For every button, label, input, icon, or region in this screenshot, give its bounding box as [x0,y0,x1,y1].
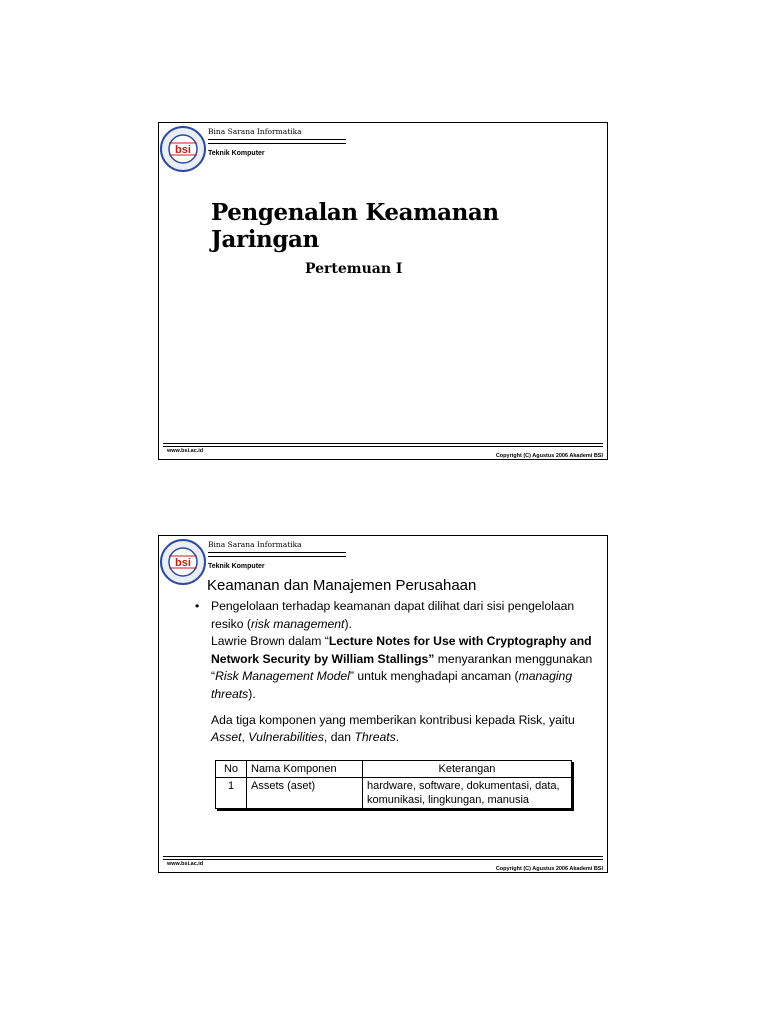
dept-name: Teknik Komputer [208,150,265,157]
footer-url: www.bsi.ac.id [167,861,204,867]
bsi-logo-icon [159,538,207,586]
header-rule [208,552,346,553]
footer-copyright: Copyright (C) Agustus 2006 Akademi BSI [495,866,603,872]
table-header-cell: Keterangan [363,761,572,778]
bullet-marker: • [195,599,200,613]
footer-copyright: Copyright (C) Agustus 2006 Akademi BSI [495,453,603,459]
footer-rule [163,443,603,444]
dept-name: Teknik Komputer [208,563,265,570]
slide-title: Keamanan dan Manajemen Perusahaan [207,577,477,594]
bsi-logo-icon [159,125,207,173]
components-table [215,760,572,809]
table-cell: hardware, software, dokumentasi, data, komunikasi, lingkungan, manusia [363,778,572,809]
paragraph-2: Lawrie Brown dalam “Lecture Notes for Use with Cryptography and Network Security by William Stallings” menyarankan menggunakan “Risk Management Model” untuk menghadapi ancaman (managing threats). [211,634,593,701]
slide-1 [158,122,608,460]
footer-rule [163,446,603,447]
header-rule [208,139,346,140]
table-cell: 1 [216,778,247,809]
paragraph-1: Pengelolaan terhadap keamanan dapat dilihat dari sisi pengelolaan resiko (risk management). [211,599,575,631]
header-rule [208,556,346,557]
svg-text:bsi: bsi [175,144,191,156]
org-name: Bina Sarana Informatika [208,540,302,549]
svg-text:bsi: bsi [175,557,191,569]
slide-title: Pengenalan Keamanan Jaringan [211,199,499,253]
org-name: Bina Sarana Informatika [208,127,302,136]
slide-2 [158,535,608,873]
paragraph-3: Ada tiga komponen yang memberikan kontribusi kepada Risk, yaitu Asset, Vulnerabilities, dan Threats. [211,712,575,745]
slide-subtitle: Pertemuan I [305,261,403,277]
table-header-cell: No [216,761,247,778]
table-header-cell: Nama Komponen [247,761,363,778]
table-row [216,778,572,809]
footer-rule [163,859,603,860]
table-header-row [216,761,572,778]
header-rule [208,143,346,144]
footer-url: www.bsi.ac.id [167,448,204,454]
slide-body [195,598,596,747]
table-cell: Assets (aset) [247,778,363,809]
footer-rule [163,856,603,857]
